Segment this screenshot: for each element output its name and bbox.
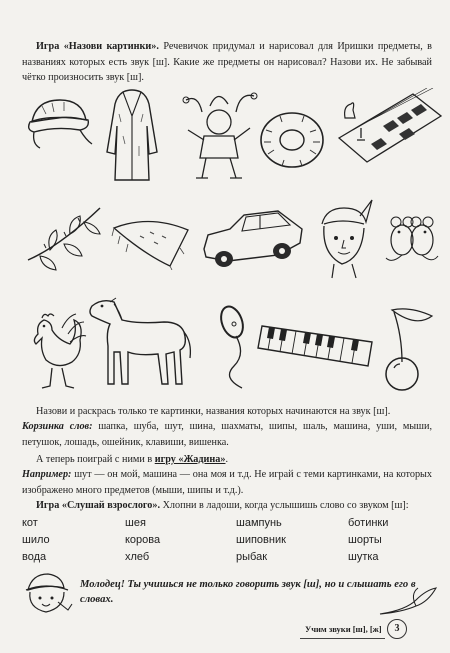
greedy-lead: А теперь поиграй с ними в (36, 454, 155, 465)
collar-picture[interactable] (212, 302, 252, 390)
word-item: вода (22, 551, 47, 563)
horse-icon (88, 296, 194, 388)
praise-text: Молодец! Ты учишься не только говорить звук [ш], но и слышать его в словах. (80, 579, 416, 605)
jester-picture[interactable] (180, 86, 258, 182)
branch-icon (20, 200, 110, 278)
word-item: шампунь (236, 517, 282, 529)
footer-section-title: Учим звуки [ш], [ж] (305, 624, 382, 634)
page-number: 3 (387, 619, 407, 639)
word-item: кот (22, 517, 38, 529)
word-column-3 (236, 515, 286, 566)
word-item: шило (22, 534, 50, 546)
tire-picture[interactable] (258, 110, 326, 170)
task-listen-paragraph (22, 498, 432, 513)
word-column-1 (22, 515, 50, 566)
word-item: шея (125, 517, 146, 529)
cherry-picture[interactable] (382, 306, 438, 392)
task-color-text: Назови и раскрась только те картинки, названия которых начинаются на звук [ш]. (36, 406, 391, 417)
collar-icon (212, 302, 252, 390)
rooster-picture[interactable] (22, 310, 88, 392)
keyboard-icon (256, 312, 376, 368)
mice-icon (382, 210, 440, 266)
basket-label: Корзинка слов: (22, 421, 93, 433)
rooster-icon (22, 310, 88, 392)
word-item: ботинки (348, 517, 389, 529)
tire-icon (258, 110, 326, 170)
shawl-picture[interactable] (110, 214, 192, 270)
ushanka-icon (20, 92, 98, 152)
task-greedy-paragraph (22, 452, 432, 498)
game-title-name-pictures: Игра «Назови картинки». (36, 41, 159, 52)
example-text: шут — он мой, машина — она моя и т.д. Не играй с теми картинками, на которых изображено много предметов (мыши, шипы и т.д.). (22, 469, 432, 496)
gnome-icon (18, 570, 74, 616)
piano-keys-picture[interactable] (256, 312, 376, 368)
word-item: корова (125, 534, 161, 546)
shuba-icon (103, 86, 161, 184)
word-item: хлеб (125, 551, 150, 563)
listen-text: Хлопни в ладоши, когда услышишь слово со звуком [ш]: (160, 500, 409, 511)
mice-picture[interactable] (382, 210, 440, 266)
chess-picture[interactable] (333, 88, 443, 168)
rosehip-branch-picture[interactable] (20, 200, 110, 278)
car-icon (198, 203, 306, 273)
greedy-lead-end: . (225, 454, 229, 465)
horse-picture[interactable] (88, 296, 194, 388)
task-color-paragraph (22, 404, 432, 450)
rechevichok-mascot (18, 570, 74, 616)
word-column-2 (125, 515, 160, 566)
boy-with-cap-picture[interactable] (312, 198, 374, 280)
example-label: Например: (22, 469, 72, 481)
basket-words: шапка, шуба, шут, шина, шахматы, шипы, шаль, машина, уши, мыши, петушок, лошадь, ошейник, клавиши, вишенка. (22, 421, 432, 448)
leaf-icon (376, 586, 438, 616)
hat-with-earflaps-picture[interactable] (20, 92, 98, 152)
boy-icon (312, 198, 374, 280)
fur-coat-picture[interactable] (103, 86, 161, 184)
word-item: шиповник (236, 534, 286, 546)
shawl-icon (110, 214, 192, 270)
footer-divider (300, 638, 385, 639)
chessboard-icon (333, 88, 443, 168)
greedy-game-name: игру «Жадина» (154, 454, 226, 465)
cherry-icon (382, 306, 438, 392)
decorative-leaf (376, 586, 438, 616)
car-picture[interactable] (198, 203, 306, 273)
jester-icon (180, 86, 258, 182)
game-title-listen: Игра «Слушай взрослого». (36, 500, 161, 511)
word-item: рыбак (236, 551, 268, 563)
word-column-4 (348, 515, 388, 566)
word-item: шорты (348, 534, 382, 546)
intro-text: Речевичок придумал и нарисовал для Иришки предметы, в названиях которых есть звук [ш]. Какие же предметы он нарисовал? Назови их. Не забывай чётко произносить звук [ш]. (22, 41, 432, 83)
word-item: шутка (348, 551, 379, 563)
